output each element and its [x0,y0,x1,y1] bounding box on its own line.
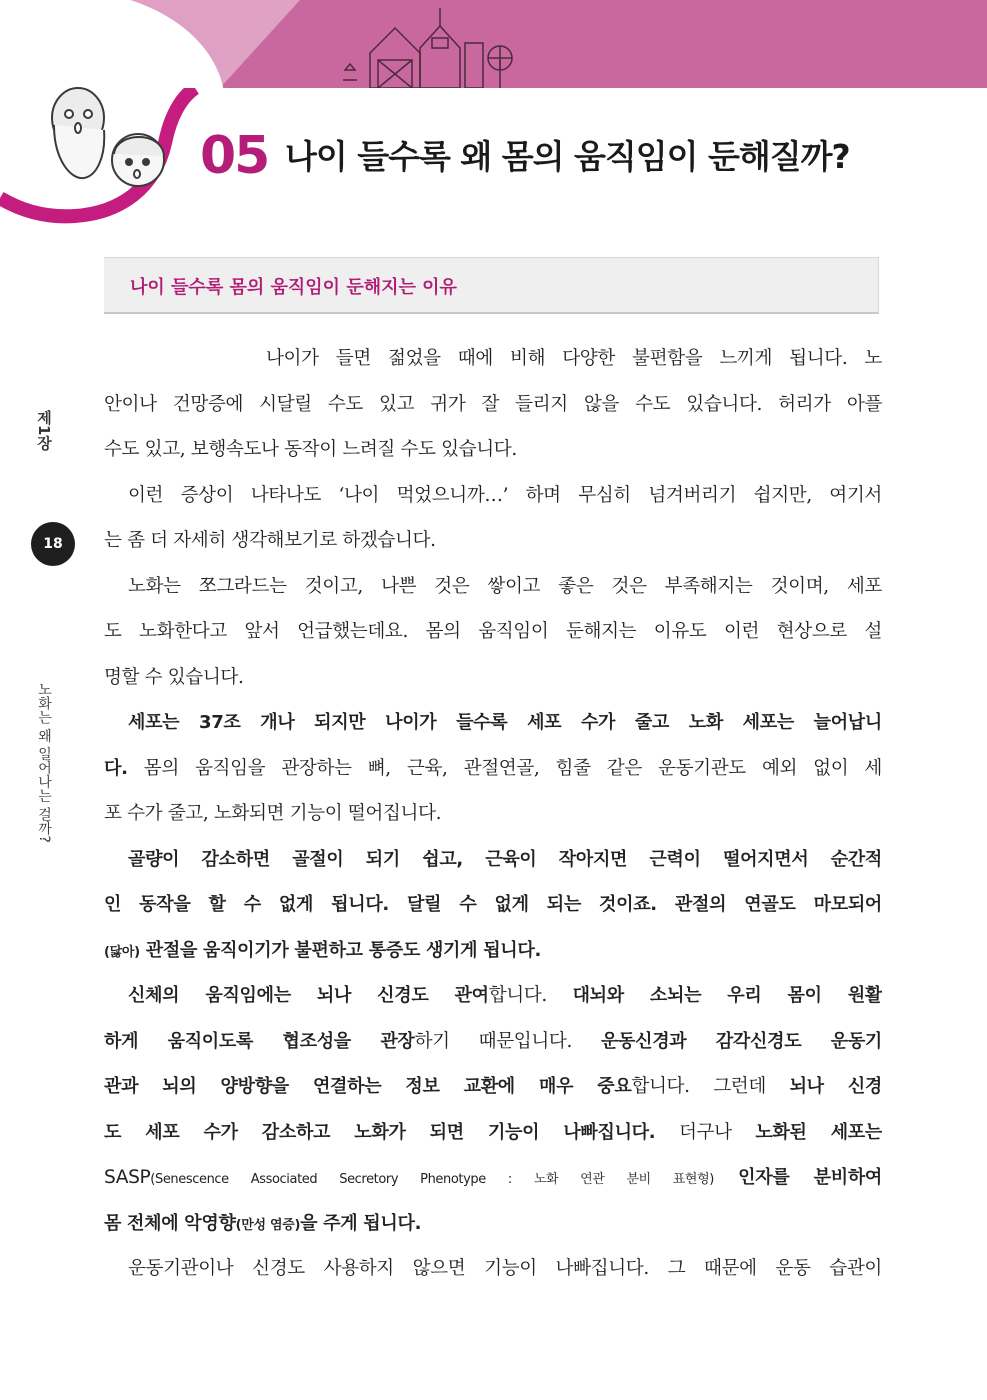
body-line-emphasis: 세포는 37조 개나 되지만 나이가 들수록 세포 수가 줄고 노화 세포는 늘어납니 [128,712,882,733]
section-subheading-box [104,257,879,314]
body-text [104,336,882,1292]
emphasis-text: 대뇌와 소뇌는 우리 몸이 원활 [572,985,882,1006]
body-line [104,1019,882,1065]
body-line: 안이나 건망증에 시달릴 수도 있고 귀가 잘 들리지 않을 수도 있습니다. 허리가 아플 [104,393,882,415]
body-line [104,1064,882,1110]
emphasis-text: 인자를 분비하여 [713,1167,882,1188]
parenthetical-note: (만성 염증) [235,1217,301,1233]
parenthetical-note: (Senescence Associated Secretory Phenotype : 노화 연관 분비 표현형) [150,1172,714,1187]
body-line [104,1155,882,1201]
chapter-number: 05 [200,126,269,186]
emphasis-text: 관절을 움직이기가 불편하고 통증도 생기게 됩니다. [139,939,541,961]
section-subheading: 나이 들수록 몸의 움직임이 둔해지는 이유 [130,277,457,298]
emphasis-text: 하게 움직이도록 협조성을 관장 [104,1030,415,1052]
plain-text: 합니다. 그런데 [631,1076,790,1097]
body-line [104,1110,882,1156]
body-line-emphasis: 인 동작을 할 수 없게 됩니다. 달릴 수 없게 되는 것이죠. 관절의 연골도 마모되어 [104,894,882,915]
body-line-emphasis: 골량이 감소하면 골절이 되기 쉽고, 근육이 작아지면 근력이 떨어지면서 순간적 [128,848,882,870]
emphasis-text: 몸 전체에 악영향 [104,1212,236,1234]
body-line: 명할 수 있습니다. [104,666,244,688]
chapter-label: 제1장 [35,410,53,451]
parenthetical-note: (닳아) [104,944,140,960]
emphasis-text: 노화된 세포는 [755,1121,882,1143]
running-book-title: 노화는 왜 일어나는 걸까? [36,682,52,843]
emphasis-text: 운동신경과 감각신경도 운동기 [600,1030,882,1052]
emphasis-text: 뇌나 신경 [789,1076,882,1097]
body-line: 노화는 쪼그라드는 것이고, 나쁜 것은 쌓이고 좋은 것은 부족해지는 것이며, 세포 [128,575,882,597]
emphasis-text: 신체의 움직임에는 뇌나 신경도 관여 [128,985,489,1006]
acronym-text: SASP [104,1167,151,1188]
body-line-emphasis [104,1201,882,1247]
body-line: 는 좀 더 자세히 생각해보기로 하겠습니다. [104,530,436,551]
body-line [104,746,882,792]
barn-illustration [340,8,530,88]
emphasis-text: 관과 뇌의 양방향을 연결하는 정보 교환에 매우 중요 [104,1076,632,1097]
plain-text: 몸의 움직임을 관장하는 뼈, 근육, 관절연골, 힘줄 같은 운동기관도 예외 없이 세 [127,757,882,779]
chapter-title: 나이 들수록 왜 몸의 움직임이 둔해질까? [285,137,850,176]
body-line: 운동기관이나 신경도 사용하지 않으면 기능이 나빠집니다. 그 때문에 운동 습관이 [128,1258,882,1279]
body-line-emphasis [104,928,882,974]
body-line [104,973,882,1019]
page-number: 18 [31,522,75,566]
body-line: 이런 증상이 나타나도 ‘나이 먹었으니까…’ 하며 무심히 넘겨버리기 쉽지만, 여기서 [128,484,882,506]
plain-text: 합니다. [488,985,573,1006]
emphasis-text: 도 세포 수가 감소하고 노화가 되면 기능이 나빠집니다. [104,1121,656,1143]
plain-text: 더구나 [655,1121,756,1143]
emphasis-text: 다. [104,757,128,779]
body-line: 나이가 들면 젊었을 때에 비해 다양한 불편함을 느끼게 됩니다. 노 [266,348,882,369]
body-line: 수도 있고, 보행속도나 동작이 느려질 수도 있습니다. [104,439,517,460]
elderly-couple-icon [36,70,186,200]
plain-text: 하기 때문입니다. [414,1030,601,1052]
emphasis-text: 을 주게 됩니다. [300,1212,422,1234]
body-line: 도 노화한다고 앞서 언급했는데요. 몸의 움직임이 둔해지는 이유도 이런 현상으로 설 [104,621,882,642]
body-line: 포 수가 줄고, 노화되면 기능이 떨어집니다. [104,803,442,824]
